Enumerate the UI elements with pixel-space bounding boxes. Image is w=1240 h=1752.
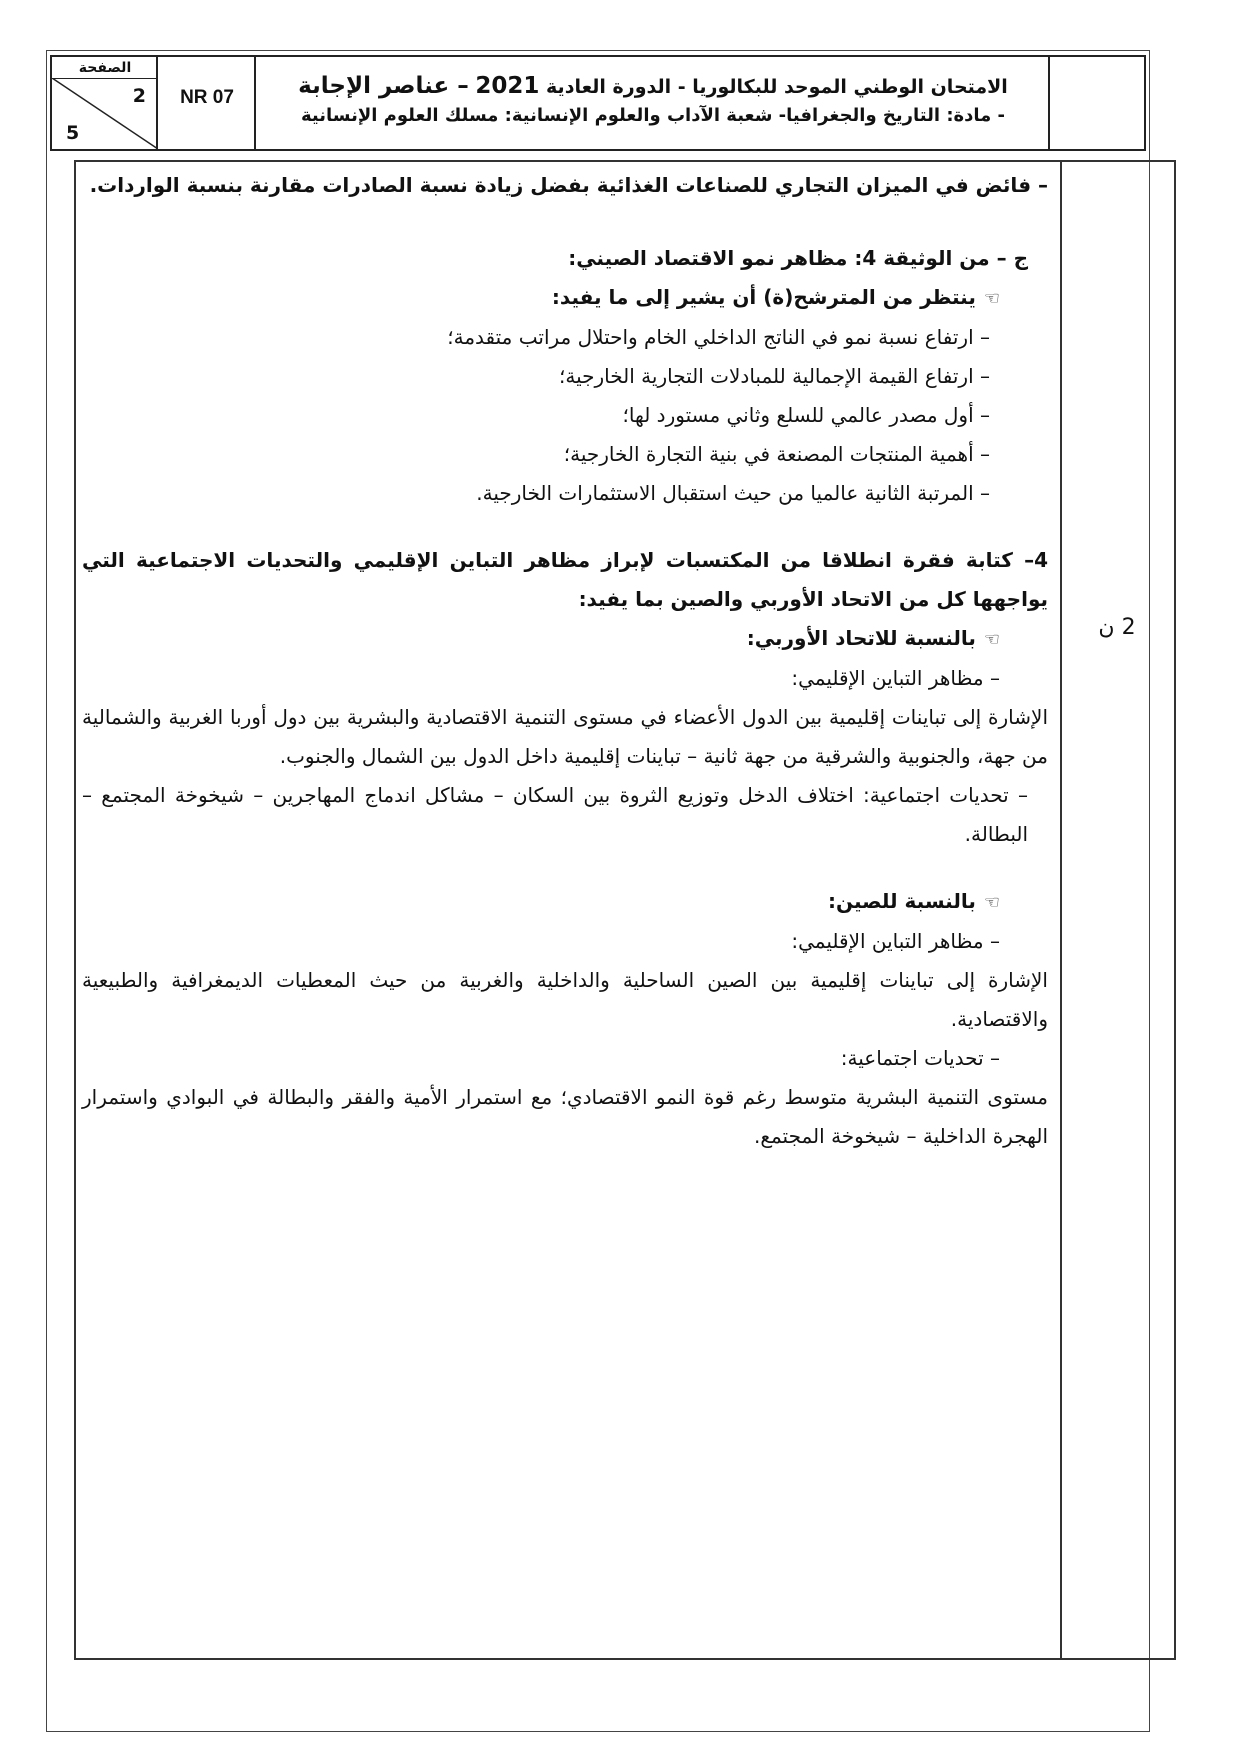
trade-surplus-line: – فائض في الميزان التجاري للصناعات الغذائية بفضل زيادة نسبة الصادرات مقارنة بنسبة الواردات. — [89, 173, 1048, 197]
list-item: – المرتبة الثانية عالميا من حيث استقبال الاستثمارات الخارجية. — [476, 481, 990, 505]
exam-code: NR 07 — [180, 87, 234, 108]
answer-content — [82, 166, 1048, 1156]
eu-social-challenges: – تحديات اجتماعية: اختلاف الدخل وتوزيع الثروة بين السكان – مشاكل اندماج المهاجرين – شيخوخة المجتمع – البطالة. — [82, 783, 1028, 846]
pointing-hand-icon: ☜ — [983, 288, 1000, 309]
header-divider — [254, 57, 256, 149]
china-social-text: مستوى التنمية البشرية متوسط رغم قوة النمو الاقتصادي؛ مع استمرار الأمية والفقر والبطالة في البوادي واستمرار الهجرة الداخلية – شيخوخة المجتمع. — [82, 1085, 1048, 1148]
doc4-prefix: ج – من الوثيقة 4: — [854, 246, 1028, 270]
eu-regional-heading: – مظاهر التباين الإقليمي: — [791, 666, 1000, 690]
list-item: – ارتفاع القيمة الإجمالية للمبادلات التجارية الخارجية؛ — [559, 364, 990, 388]
page-number-box — [52, 57, 158, 149]
page-number: 2 — [132, 85, 146, 107]
china-social-heading: – تحديات اجتماعية: — [840, 1046, 1000, 1070]
title-part2: – عناصر الإجابة — [298, 73, 469, 99]
pointing-hand-icon: ☜ — [983, 629, 1000, 650]
question4-title: 4– كتابة فقرة انطلاقا من المكتسبات لإبراز مظاهر التباين الإقليمي والتحديات الاجتماعية التي يواجهها كل من الاتحاد الأوربي والصين بما يفيد: — [82, 548, 1048, 611]
score-cell — [1060, 160, 1176, 1660]
page-total: 5 — [66, 122, 80, 144]
exam-header — [50, 55, 1146, 151]
china-heading: بالنسبة للصين: — [828, 889, 976, 913]
header-divider — [1048, 57, 1050, 149]
page-label: الصفحة — [52, 59, 158, 79]
candidate-note: ينتظر من المترشح(ة) أن يشير إلى ما يفيد: — [551, 285, 976, 309]
pointing-hand-icon: ☜ — [983, 892, 1000, 913]
title-part1: الامتحان الوطني الموحد للبكالوريا - الدورة العادية — [546, 76, 1008, 98]
list-item: – أول مصدر عالمي للسلع وثاني مستورد لها؛ — [622, 403, 990, 427]
list-item: – أهمية المنتجات المصنعة في بنية التجارة الخارجية؛ — [563, 442, 990, 466]
header-divider — [156, 57, 158, 149]
doc4-title: مظاهر نمو الاقتصاد الصيني: — [568, 246, 855, 270]
grade-value: 2 ن — [1098, 615, 1136, 640]
eu-regional-text: الإشارة إلى تباينات إقليمية بين الدول الأعضاء في مستوى التنمية الاقتصادية والبشرية بين دول أوربا الغربية والشمالية من جهة، والجنوبية والشرقية من جهة ثانية – تباينات إقليمية داخل الدول بين الشمال والجنوب. — [82, 705, 1048, 768]
exam-subtitle: - مادة: التاريخ والجغرافيا- شعبة الآداب والعلوم الإنسانية: مسلك العلوم الإنسانية — [300, 105, 1006, 126]
list-item: – ارتفاع نسبة نمو في الناتج الداخلي الخام واحتلال مراتب متقدمة؛ — [447, 325, 990, 349]
china-regional-text: الإشارة إلى تباينات إقليمية بين الصين الساحلية والداخلية والغربية من حيث المعطيات الديمغرافية والطبيعية والاقتصادية. — [82, 968, 1048, 1031]
eu-heading: بالنسبة للاتحاد الأوربي: — [746, 626, 976, 650]
china-regional-heading: – مظاهر التباين الإقليمي: — [791, 929, 1000, 953]
title-year: 2021 — [475, 73, 540, 99]
exam-title — [258, 71, 1048, 130]
